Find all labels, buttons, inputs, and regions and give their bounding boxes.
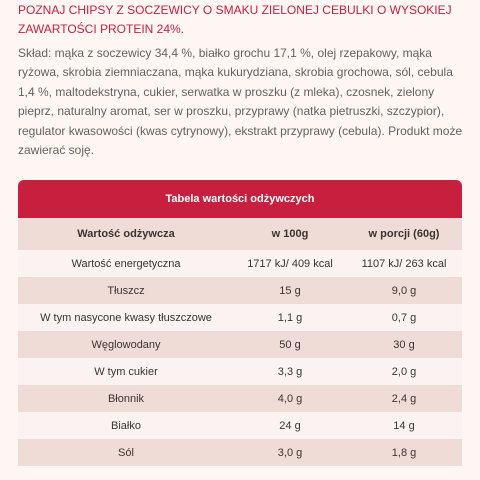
value-per-portion: 14 g: [346, 412, 462, 439]
table-header-row: [18, 218, 462, 250]
column-header-per-portion: w porcji (60g): [346, 218, 462, 250]
value-per-100g: 15 g: [234, 277, 346, 304]
nutrient-name: Wartość energetyczna: [18, 250, 234, 277]
value-per-100g: 24 g: [234, 412, 346, 439]
value-per-portion: 1,8 g: [346, 439, 462, 466]
table-row: [18, 277, 462, 304]
value-per-100g: 3,3 g: [234, 358, 346, 385]
nutrient-name: Węglowodany: [18, 331, 234, 358]
table-row: [18, 439, 462, 466]
product-headline: POZNAJ CHIPSY Z SOCZEWICY O SMAKU ZIELONEJ CEBULKI O WYSOKIEJ ZAWARTOŚCI PROTEIN 24%.: [18, 3, 452, 36]
table-row: [18, 385, 462, 412]
value-per-100g: 4,0 g: [234, 385, 346, 412]
table-row: [18, 304, 462, 331]
column-header-per-100g: w 100g: [234, 218, 346, 250]
table-row: [18, 412, 462, 439]
value-per-100g: 3,0 g: [234, 439, 346, 466]
table-row: [18, 358, 462, 385]
nutrition-table-title: Tabela wartości odżywczych: [18, 180, 462, 218]
value-per-100g: 1,1 g: [234, 304, 346, 331]
ingredients-text: Skład: mąka z soczewicy 34,4 %, białko grochu 17,1 %, olej rzepakowy, mąka ryżowa, skrobia ziemniaczana, mąka kukurydziana, skrobia grochowa, sól, cebula 1,4 %, maltodekstryna, cukier, serwatka w proszku (z mleka), czosnek, zielony pieprz, naturalny aromat, ser w proszku, przyprawy (natka pietruszki, szczypior), regulator kwasowości (kwas cytrynowy), ekstrakt przyprawy (cebula). Produkt może zawierać soję.: [18, 46, 463, 158]
value-per-portion: 30 g: [346, 331, 462, 358]
nutrient-name: W tym nasycone kwasy tłuszczowe: [18, 304, 234, 331]
value-per-portion: 9,0 g: [346, 277, 462, 304]
nutrient-name: Białko: [18, 412, 234, 439]
value-per-100g: 1717 kJ/ 409 kcal: [234, 250, 346, 277]
value-per-portion: 2,4 g: [346, 385, 462, 412]
value-per-portion: 0,7 g: [346, 304, 462, 331]
nutrient-name: Tłuszcz: [18, 277, 234, 304]
table-row: [18, 250, 462, 277]
column-header-nutrient: Wartość odżywcza: [18, 218, 234, 250]
nutrient-name: Błonnik: [18, 385, 234, 412]
table-row: [18, 331, 462, 358]
nutrition-table-panel: [18, 180, 462, 466]
value-per-100g: 50 g: [234, 331, 346, 358]
nutrient-name: W tym cukier: [18, 358, 234, 385]
value-per-portion: 1107 kJ/ 263 kcal: [346, 250, 462, 277]
value-per-portion: 2,0 g: [346, 358, 462, 385]
nutrition-table: [18, 218, 462, 466]
nutrient-name: Sól: [18, 439, 234, 466]
